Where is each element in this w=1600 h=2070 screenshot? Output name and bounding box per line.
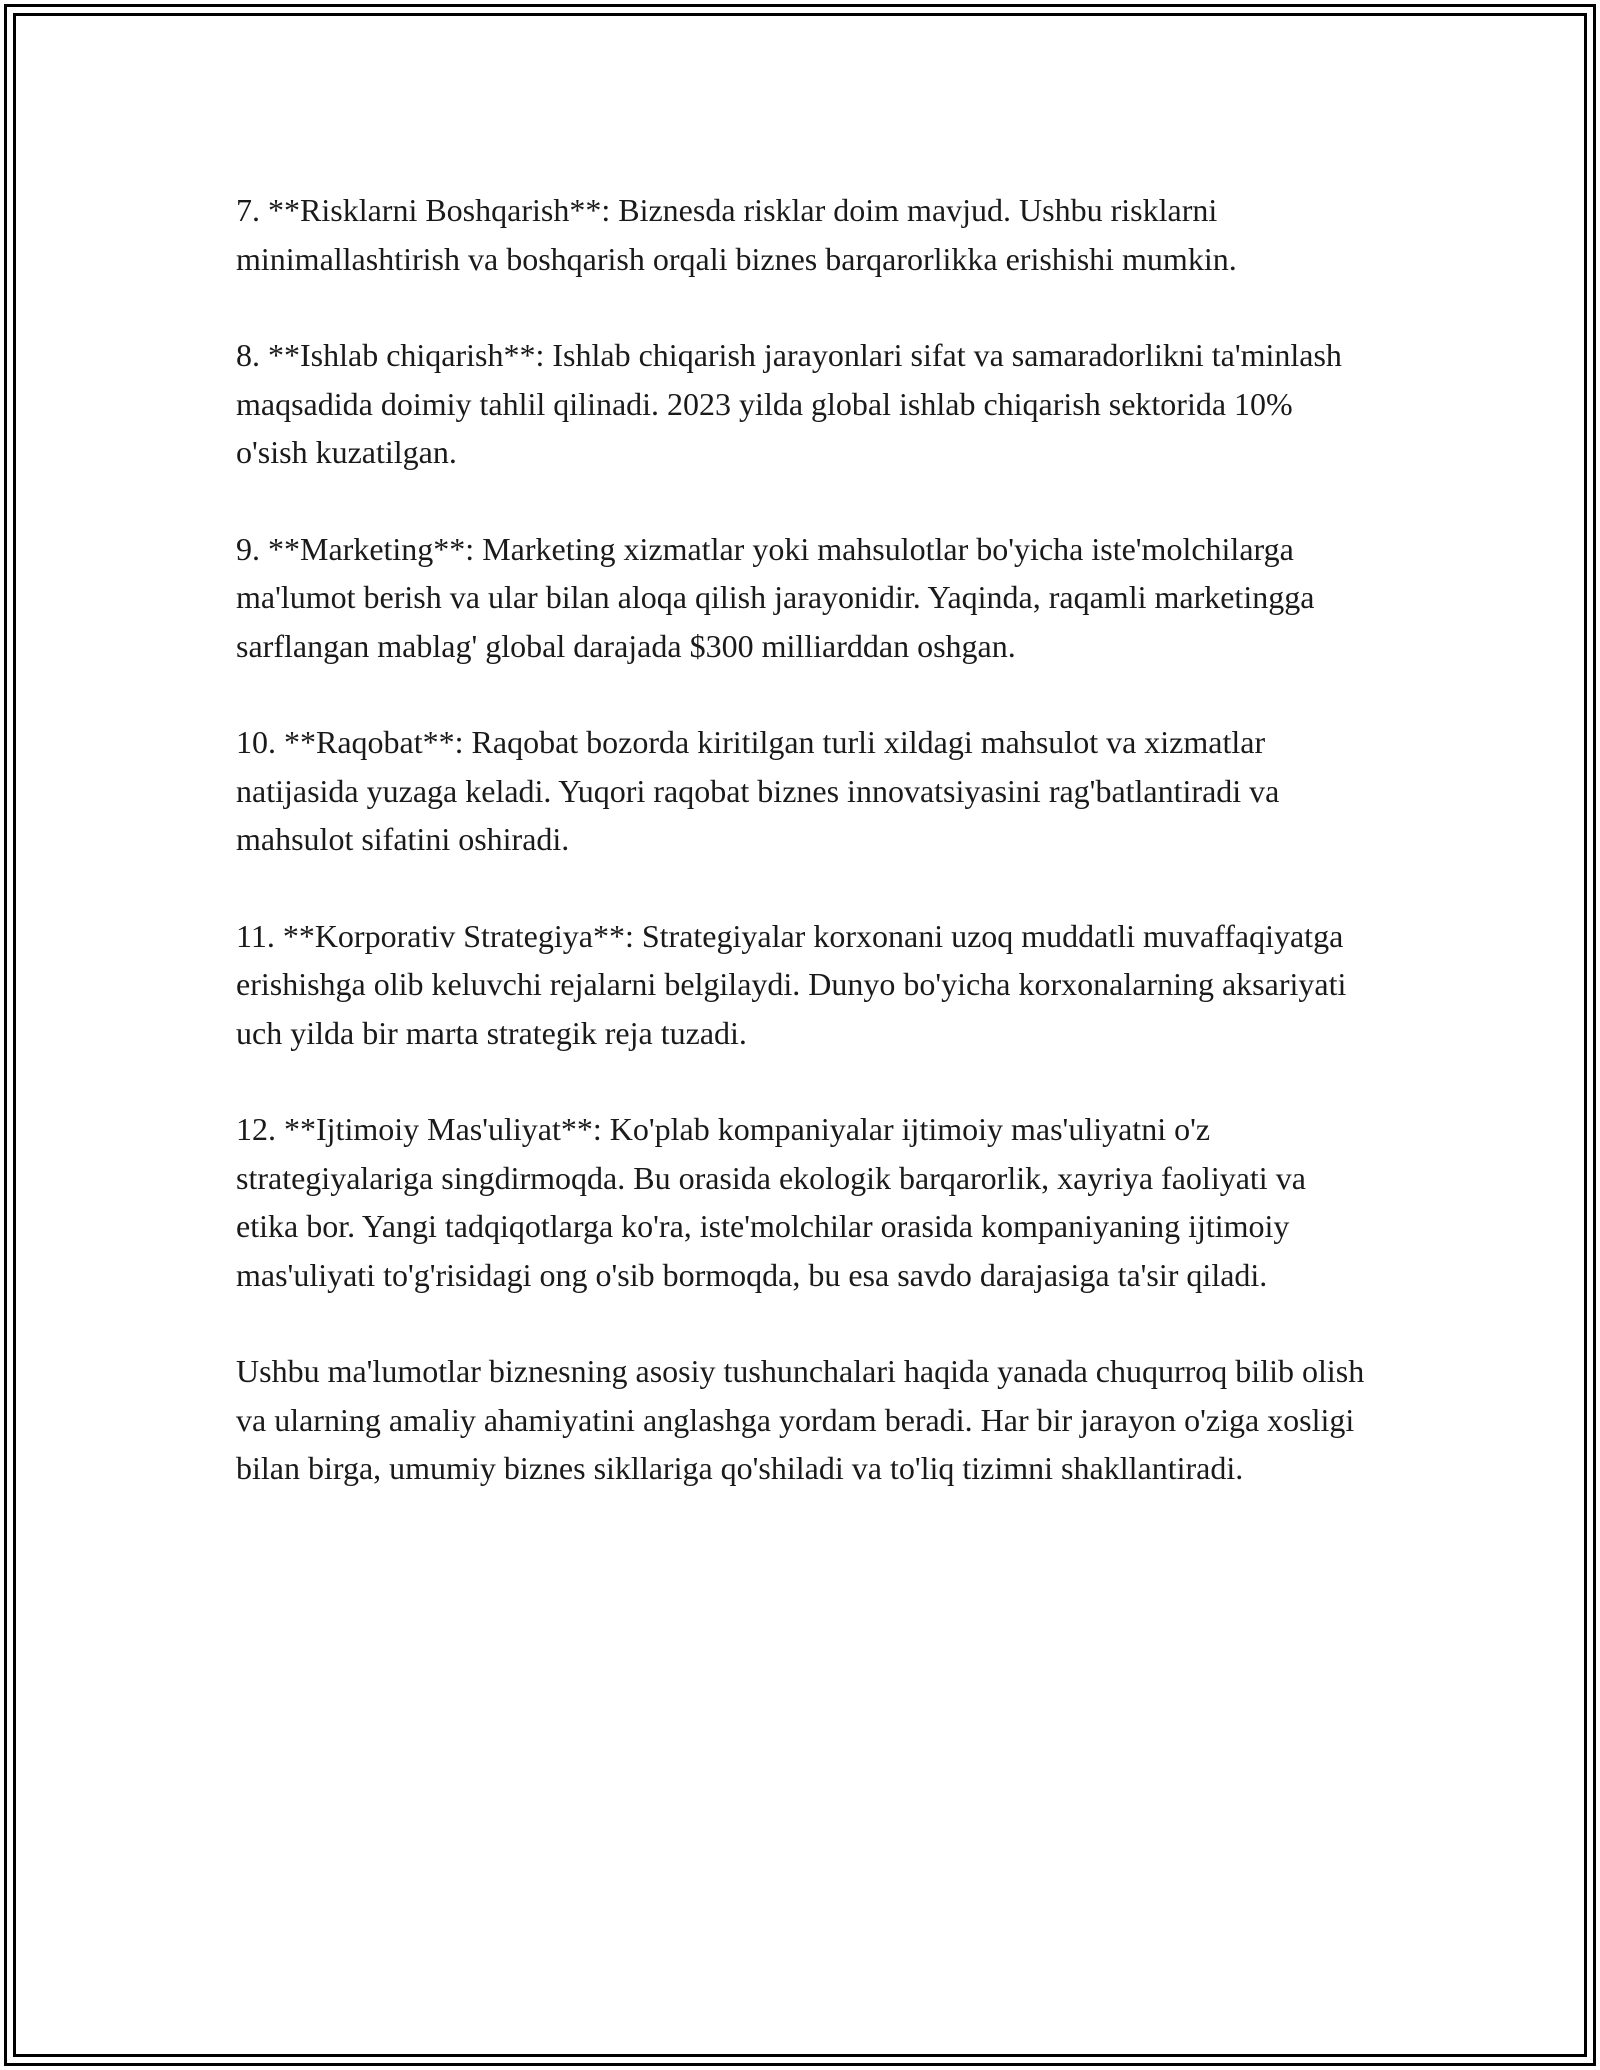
paragraph-competition: 10. **Raqobat**: Raqobat bozorda kiritilgan turli xildagi mahsulot va xizmatlar natijasida yuzaga keladi. Yuqori raqobat biznes innovatsiyasini rag'batlantiradi va mahsulot sifatini oshiradi.	[236, 724, 1280, 857]
paragraph-risk-management: 7. **Risklarni Boshqarish**: Biznesda risklar doim mavjud. Ushbu risklarni minimallashtirish va boshqarish orqali biznes barqarorlikka erishishi mumkin.	[236, 192, 1237, 277]
paragraph-production: 8. **Ishlab chiqarish**: Ishlab chiqarish jarayonlari sifat va samaradorlikni ta'minlash maqsadida doimiy tahlil qilinadi. 2023 yilda global ishlab chiqarish sektorida 10% o'sish kuzatilgan.	[236, 337, 1342, 470]
paragraph-corporate-strategy: 11. **Korporativ Strategiya**: Strategiyalar korxonani uzoq muddatli muvaffaqiyatga erishishga olib keluvchi rejalarni belgilaydi. Dunyo bo'yicha korxonalarning aksariyati uch yilda bir marta strategik reja tuzadi.	[236, 917, 1347, 1051]
document-body	[236, 186, 1371, 1541]
paragraph-conclusion: Ushbu ma'lumotlar biznesning asosiy tushunchalari haqida yanada chuqurroq bilib olish va ularning amaliy ahamiyatini anglashga yordam beradi. Har bir jarayon o'ziga xosligi bilan birga, umumiy biznes sikllariga qo'shiladi va to'liq tizimni shakllantiradi.	[236, 1353, 1365, 1486]
paragraph-social-responsibility: 12. **Ijtimoiy Mas'uliyat**: Ko'plab kompaniyalar ijtimoiy mas'uliyatni o'z strategiyalariga singdirmoqda. Bu orasida ekologik barqarorlik, xayriya faoliyati va etika bor. Yangi tadqiqotlarga ko'ra, iste'molchilar orasida kompaniyaning ijtimoiy mas'uliyati to'g'risidagi ong o'sib bormoqda, bu esa savdo darajasiga ta'sir qiladi.	[236, 1111, 1306, 1293]
paragraph-marketing: 9. **Marketing**: Marketing xizmatlar yoki mahsulotlar bo'yicha iste'molchilarga ma'lumot berish va ular bilan aloqa qilish jarayonidir. Yaqinda, raqamli marketingga sarflangan mablag' global darajada $300 milliarddan oshgan.	[236, 530, 1315, 664]
